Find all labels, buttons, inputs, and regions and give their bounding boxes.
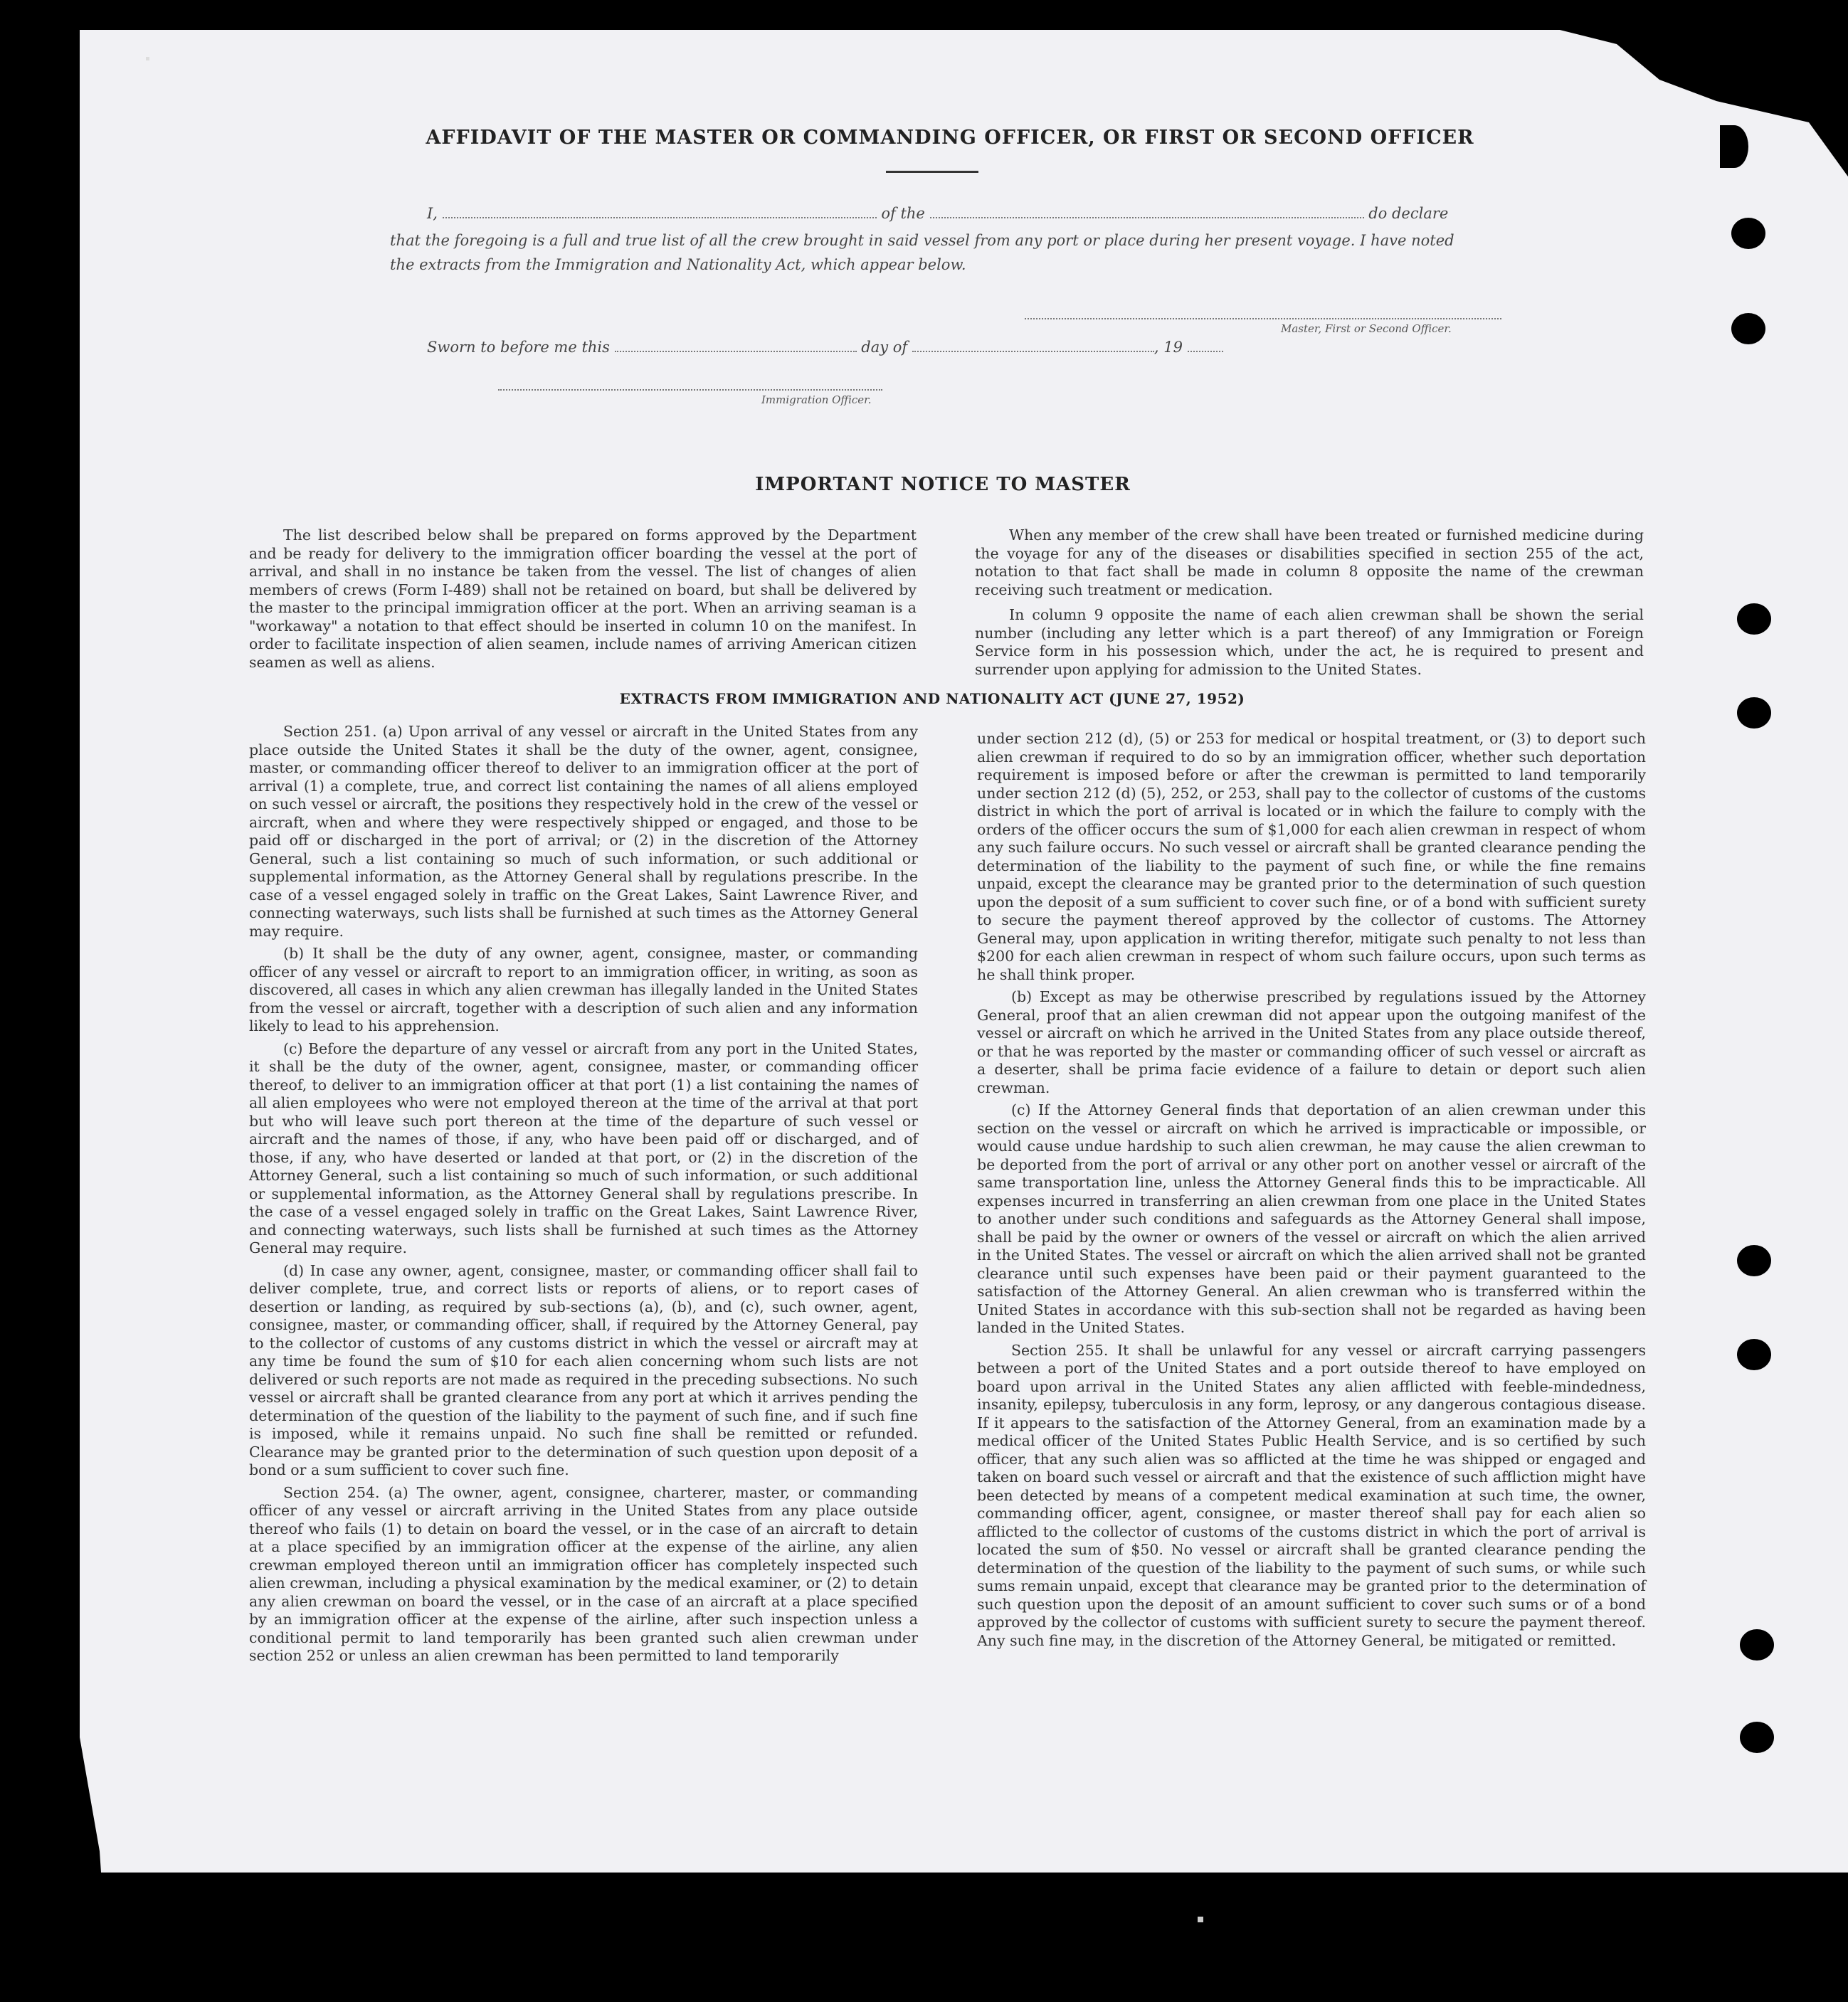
vessel-name-field[interactable] (930, 206, 1364, 218)
title-rule (886, 171, 978, 173)
notice-right-column (975, 526, 1644, 683)
sworn-year-field[interactable] (1188, 339, 1223, 352)
binder-hole (1740, 1722, 1774, 1753)
of-the-label: of the (881, 205, 925, 222)
declarant-name-field[interactable] (443, 206, 877, 218)
master-signature-line[interactable] (1025, 318, 1501, 319)
sworn-month-field[interactable] (912, 339, 1154, 352)
section-251-d: (d) In case any owner, agent, consignee, master, or commanding officer shall fail to deliver complete, true, and correct lists or reports of aliens, or to report cases of desertion or landing, as required by sub-sections (a), (b), and (c), such owner, agent, consignee, master, or commanding officer, shall, if required by the Attorney General, pay to the collector of customs of any customs district in which the vessel or aircraft may at any time be found the sum of $10 for each alien concerning whom such lists are not delivered or such reports are not made as required in the preceding subsections. No such vessel or aircraft shall be granted clearance from any port at which it arrives pending the determination of the question of the liability to the payment of such fine, and if such fine is imposed, while it remains unpaid. No such fine shall be remitted or refunded. Clearance may be granted prior to the determination of such question upon deposit of a bond or a sum sufficient to cover such fine. (249, 1261, 918, 1478)
binder-hole (1737, 1339, 1771, 1370)
sworn-line (427, 339, 1223, 356)
notice-right-paragraph-2: In column 9 opposite the name of each alien crewman shall be shown the serial number (including any letter which is a part thereof) of any Immigration or Foreign Service form in his possession which, under the act, he is required to present and surrender upon applying for admission to the United States. (975, 606, 1644, 678)
notice-left-paragraph: The list described below shall be prepared on forms approved by the Department and be ready for delivery to the immigration officer boarding the vessel at the port of arrival, and shall in no instance be taken from the vessel. The list of changes of alien members of crews (Form I-489) shall not be retained on board, but shall be delivered by the master to the principal immigration officer at the port. When an arriving seaman is a "workaway" a notation to that effect should be inserted in column 10 on the manifest. In order to facilitate inspection of alien seamen, include names of arriving American citizen seamen as well as aliens. (249, 526, 917, 671)
binder-hole (1740, 1629, 1774, 1661)
notice-left-column (249, 526, 917, 676)
binder-hole (1737, 603, 1771, 635)
declarant-prefix: I, (427, 205, 438, 222)
declaration-line-3: the extracts from the Immigration and Nationality Act, which appear below. (390, 256, 966, 273)
section-254-b: (b) Except as may be otherwise prescribed by regulations issued by the Attorney General, proof that an alien crewman did not appear upon the outgoing manifest of the vessel or aircraft on which he arrived in the United States from any place outside thereof, or that he was reported by the master or commanding officer of such vessel or aircraft as a deserter, shall be prima facie evidence of a failure to detain or deport such alien crewman. (977, 988, 1646, 1096)
declaration-line-2: that the foregoing is a full and true list of all the crew brought in said vessel from any port or place during her present voyage. I have noted (390, 232, 1454, 249)
section-251-b: (b) It shall be the duty of any owner, agent, consignee, master, or commanding officer of any vessel or aircraft to report to an immigration officer, in writing, as soon as discovered, all cases in which any alien crewman has illegally landed in the United States from the vessel or aircraft, together with a description of such alien and any information likely to lead to his apprehension. (249, 945, 918, 1034)
binder-hole (1731, 313, 1765, 344)
affidavit-title: AFFIDAVIT OF THE MASTER OR COMMANDING OFFICER, OR FIRST OR SECOND OFFICER (426, 127, 1474, 149)
notice-right-paragraph-1: When any member of the crew shall have been treated or furnished medicine during the voyage for any of the diseases or disabilities specified in section 255 of the act, notation to that fact shall be made in column 8 opposite the name of the crewman receiving such treatment or medication. (975, 526, 1644, 598)
binder-hole (1720, 125, 1748, 168)
officer-signature-label: Immigration Officer. (761, 393, 872, 406)
section-251-c: (c) Before the departure of any vessel or aircraft from any port in the United States, it shall be the duty of the owner, agent, consignee, master, or commanding officer thereof, to deliver to an immigration officer at that port (1) a list containing the names of all alien employees who were not employed thereon at the time of the arrival at that port but who will leave such port thereon at the time of the departure of such vessel or aircraft and the names of those, if any, who have been paid off or discharged, and of those, if any, who have deserted or landed at that port, or (2) in the discretion of the Attorney General, such a list containing so much of such information, or such additional or supplemental information, as the Attorney General shall by regulations prescribe. In the case of a vessel engaged solely in traffic on the Great Lakes, Saint Lawrence River, and connecting waterways, such lists shall be furnished at such times as the Attorney General may require. (249, 1039, 918, 1256)
master-signature-label: Master, First or Second Officer. (1281, 322, 1452, 335)
declaration-line-1 (427, 205, 1448, 222)
sworn-day-field[interactable] (615, 339, 857, 352)
scan-mark (146, 57, 149, 60)
sworn-prefix: Sworn to before me this (427, 339, 610, 356)
section-254-c: (c) If the Attorney General finds that deportation of an alien crewman under this section on the vessel or aircraft on which he arrived is impracticable or impossible, or would cause undue hardship to such alien crewman, he may cause the alien crewman to be deported from the port of arrival or any other port on another vessel or aircraft of the same transportation line, unless the Attorney General finds this to be impracticable. All expenses incurred in transferring an alien crewman from one place in the United States to another under such conditions and safeguards as the Attorney General shall impose, shall be paid by the owner or owners of the vessel or aircraft on which the alien arrived in the United States. The vessel or aircraft on which the alien arrived shall not be granted clearance until such expenses have been paid or their payment guaranteed to the satisfaction of the Attorney General. An alien crewman who is transferred within the United States in accordance with this sub-section shall not be regarded as having been landed in the United States. (977, 1101, 1646, 1336)
binder-hole (1737, 1245, 1771, 1276)
notice-heading: IMPORTANT NOTICE TO MASTER (755, 474, 1131, 495)
extracts-right-column (977, 730, 1646, 1654)
officer-signature-line[interactable] (498, 389, 882, 391)
scan-mark (1198, 1917, 1203, 1922)
section-254-a: Section 254. (a) The owner, agent, consignee, charterer, master, or commanding officer of any vessel or aircraft arriving in the United States from any place outside thereof who fails (1) to detain on board the vessel, or in the case of an aircraft to detain at a place specified by an immigration officer at the expense of the airline, any alien crewman employed thereon until an immigration officer has completely inspected such alien crewman, including a physical examination by the medical examiner, or (2) to detain any alien crewman on board the vessel, or in the case of an aircraft at a place specified by an immigration officer at the expense of the airline, after such inspection unless a conditional permit to land temporarily has been granted such alien crewman under section 252 or unless an alien crewman has been permitted to land temporarily (249, 1483, 918, 1664)
section-251-a: Section 251. (a) Upon arrival of any vessel or aircraft in the United States from any place outside the United States it shall be the duty of the owner, agent, consignee, master, or commanding officer thereof to deliver to an immigration officer at the port of arrival (1) a complete, true, and correct list containing the names of all aliens employed on such vessel or aircraft, the positions they respectively hold in the crew of the vessel or aircraft, when and where they were respectively shipped or engaged, and those to be paid off or discharged in the port of arrival; or (2) in the discretion of the Attorney General, such a list containing so much of such information, or such additional or supplemental information, as the Attorney General shall by regulations prescribe. In the case of a vessel engaged solely in traffic on the Great Lakes, Saint Lawrence River, and connecting waterways, such lists shall be furnished at such times as the Attorney General may require. (249, 723, 918, 940)
year-label: , 19 (1153, 339, 1183, 356)
do-declare-label: do declare (1368, 205, 1449, 222)
section-255: Section 255. It shall be unlawful for any vessel or aircraft carrying passengers between a port of the United States and a port outside thereof to have employed on board upon arrival in the United States any alien afflicted with feeble-mindedness, insanity, epilepsy, tuberculosis in any form, leprosy, or any dangerous contagious disease. If it appears to the satisfaction of the Attorney General, from an examination made by a medical officer of the United States Public Health Service, and is so certified by such officer, that any such alien was so afflicted at the time he was shipped or engaged and taken on board such vessel or aircraft and that the existence of such affliction might have been detected by means of a competent medical examination at such time, the owner, commanding officer, agent, consignee, or master thereof shall pay for each alien so afflicted to the collector of customs of the customs district in which the port of arrival is located the sum of $50. No vessel or aircraft shall be granted clearance pending the determination of the question of the liability to the payment of such sums, or while such sums remain unpaid, except that clearance may be granted prior to the determination of such question upon the deposit of an amount sufficient to cover such sums or of a bond approved by the collector of customs with sufficient surety to secure the payment thereof. Any such fine may, in the discretion of the Attorney General, be mitigated or remitted. (977, 1341, 1646, 1649)
binder-hole (1731, 218, 1765, 249)
extracts-heading: EXTRACTS FROM IMMIGRATION AND NATIONALITY ACT (JUNE 27, 1952) (619, 690, 1245, 707)
section-254-a-continued: under section 212 (d), (5) or 253 for medical or hospital treatment, or (3) to deport such alien crewman if required to do so by an immigration officer, whether such deportation requirement is imposed before or after the crewman is permitted to land temporarily under section 212 (d) (5), 252, or 253, shall pay to the collector of customs of the customs district in which the port of arrival is located or in which the failure to comply with the orders of the officer occurs the sum of $1,000 for each alien crewman in respect of whom any such failure occurs. No such vessel or aircraft shall be granted clearance pending the determination of the liability to the payment of such fine, or while the fine remains unpaid, except the clearance may be granted prior to the determination of such question upon the deposit of a sum sufficient to cover such fine, or of a bond with sufficient surety to secure the payment thereof approved by the collector of customs. The Attorney General may, upon application in writing therefor, mitigate such penalty to not less than $200 for each alien crewman in respect of whom such failure occurs, upon such terms as he shall think proper. (977, 730, 1646, 983)
extracts-left-column (249, 723, 918, 1670)
day-of-label: day of (861, 339, 908, 356)
